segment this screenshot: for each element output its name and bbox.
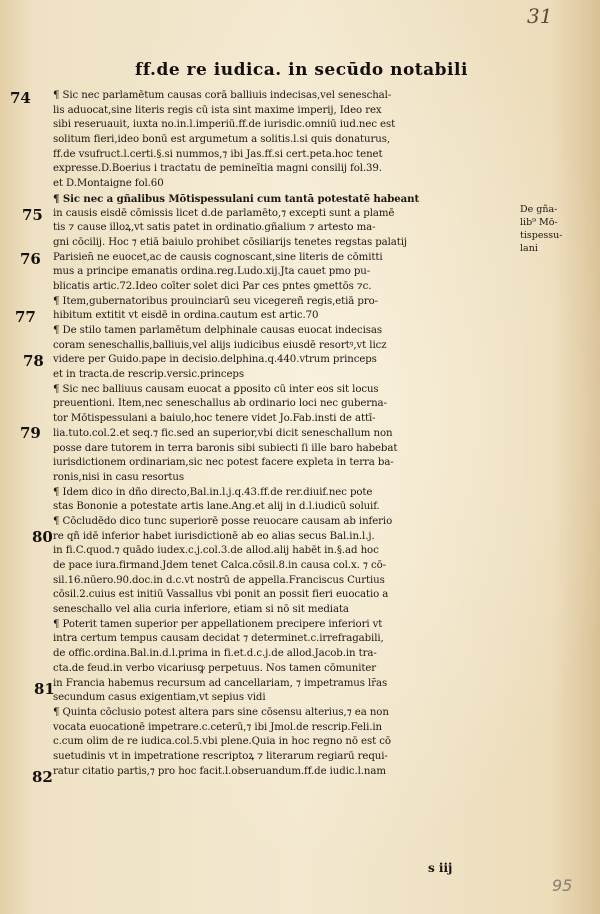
text-line: vocata euocationē impetrare.c.ceterū,⁊ ibi Jmol.de rescrip.Feli.in xyxy=(53,721,382,733)
text-line: re qñ idē inferior habet iurisdictionē ab eo alias secus Bal.in.l.j. xyxy=(53,530,375,542)
section-number: 78 xyxy=(23,352,44,370)
section-number: 81 xyxy=(34,680,55,698)
text-line: et in tracta.de rescrip.versic.princeps xyxy=(53,369,244,381)
signature-mark: s iij xyxy=(428,861,453,875)
text-line: gni cōcilij. Hoc ⁊ etiā baiulo prohibet cōsiliarijs tenetes regstas palatij xyxy=(53,236,407,248)
section-number: 79 xyxy=(20,424,41,442)
text-line: ¶ Sic nec parlamētum causas corā balliuis indecisas,vel seneschal- xyxy=(53,90,392,101)
text-line xyxy=(53,779,519,794)
folio-number: 31 xyxy=(527,4,553,28)
text-line: in fi.C.quod.⁊ quādo iudex.c.j.col.3.de allod.alij habēt in.§.ad hoc xyxy=(53,545,379,557)
section-number: 74 xyxy=(10,89,31,107)
running-head: ff.de re iudica. in secūdo notabili xyxy=(135,60,468,80)
marginal-note-line: lani xyxy=(520,243,538,254)
text-line: suetudinis vt in impetratione rescriptoꝝ ⁊ literarum regiarū requi- xyxy=(53,750,388,762)
text-line: Parisien̄ ne euocet,ac de causis cognoscant,sine literis de cōmitti xyxy=(53,251,383,263)
text-line: ff.de vsufruct.l.certi.§.si nummos,⁊ ibi Jas.ff.si cert.peta.hoc tenet xyxy=(53,148,383,160)
pencil-annotation: 95 xyxy=(552,876,573,895)
text-line: cta.de feud.in verbo vicariusꝙ perpetuus. Nos tamen cōmuniter xyxy=(53,662,377,674)
text-line: sibi reseruauit, iuxta no.in.l.imperiū.ff.de iurisdic.omniū iud.nec est xyxy=(53,119,396,131)
text-line: et D.Montaigne fol.60 xyxy=(53,178,164,190)
section-number: 80 xyxy=(32,528,53,546)
text-line: in Francia habemus recursum ad cancellariam, ⁊ impetramus lr̄as xyxy=(53,677,388,689)
text-line: sil.16.nūero.90.doc.in d.c.vt nostrū de appella.Franciscus Curtius xyxy=(53,574,385,586)
text-line: ratur citatio partis,⁊ pro hoc facit.l.obseruandum.ff.de iudic.l.nam xyxy=(53,765,386,777)
text-line: de offic.ordina.Bal.in.d.l.prima in fi.et.d.c.j.de allod.Jacob.in tra- xyxy=(53,648,377,660)
text-line: cōsil.2.cuius est initiū Vassallus vbi ponit an possit fieri euocatio a xyxy=(53,589,389,601)
text-line: preuentioni. Item,nec seneschallus ab ordinario loci nec guberna- xyxy=(53,398,387,410)
text-line: posse dare tutorem in terra baronis sibi subiecti ſi ille baro habebat xyxy=(53,442,398,454)
text-line: intra certum tempus causam decidat ⁊ determinet.c.irrefragabili, xyxy=(53,633,384,645)
text-line: blicatis artic.72.Ideo coīter solet dici Par ces pntes ꝯmettōs ⁊c. xyxy=(53,280,372,292)
section-number: 77 xyxy=(15,308,36,326)
text-line: ¶ Sic nec a gñalibus Mōtispessulani cum tantā potestatē habeant xyxy=(53,192,420,205)
text-line: in causis eisdē cōmissis licet d.de parlamēto,⁊ excepti sunt a plamē xyxy=(53,207,395,219)
text-line: ¶ Sic nec balliuus causam euocat a ꝑposito cū inter eos sit locus xyxy=(53,383,379,395)
text-line: de pace iura.firmand.Jdem tenet Calca.cōsil.8.in causa col.x. ⁊ cō- xyxy=(53,560,386,571)
text-line: ¶ Cōcludēdo dico tunc superiorē posse reuocare causam ab inferio xyxy=(53,515,393,527)
text-line: lis aduocat,sine literis regis cū ista sint maxime imperij, Ideo rex xyxy=(53,104,382,116)
text-line: ¶ Item,gubernatoribus prouinciarū seu vicegereñ regis,etiā pro- xyxy=(53,295,378,307)
text-line: ¶ De stilo tamen parlamētum delphinale causas euocat indecisas xyxy=(53,325,382,336)
marginal-note xyxy=(520,203,596,255)
text-line: expresse.D.Boerius i tractatu de pemineītia magni consilij fol.39. xyxy=(53,163,382,175)
section-number: 76 xyxy=(20,250,41,268)
text-line: tor Mōtispessulani a baiulo,hoc tenere videt Jo.Fab.insti de attī- xyxy=(53,413,376,425)
marginal-note-line: De gña- xyxy=(520,204,558,215)
text-line: tis ⁊ cause illoꝝ,vt satis patet in ordinatio.gñalium ⁊ artesto ma- xyxy=(53,222,376,234)
text-line: seneschallo vel alia curia inferiore, etiam si nō sit mediata xyxy=(53,604,349,616)
text-line: c.cum olim de re iudica.col.5.vbi plene.Quia in hoc regno nō est cō xyxy=(53,736,391,748)
text-line: coram seneschallis,balliuis,vel alijs iudicibus eiusdē resortꝰ,vt licz xyxy=(53,339,387,351)
text-line: secundum casus exigentiam,vt sepius vidi xyxy=(53,692,266,704)
text-line: iurisdictionem ordinariam,sic nec potest facere expleta in terra ba- xyxy=(53,457,394,469)
main-text-column xyxy=(53,89,519,794)
text-line: hibitum extitit vt eisdē in ordina.cautum est artic.70 xyxy=(53,310,319,322)
section-number: 75 xyxy=(22,206,43,224)
marginal-note-line: lib⁹ Mō- xyxy=(520,217,558,228)
text-line: ¶ Quinta cōclusio potest altera pars sine cōsensu alterius,⁊ ea non xyxy=(53,706,389,718)
section-number: 82 xyxy=(32,768,53,786)
text-line: ¶ Idem dico in dño directo,Bal.in.l.j.q.43.ff.de rer.diuif.nec pote xyxy=(53,486,373,498)
text-line: ronis,nisi in casu resortus xyxy=(53,471,185,483)
text-line: mus a principe emanatis ordina.reg.Ludo.xij.Jta cauet pmo pu- xyxy=(53,266,371,278)
text-line: ¶ Poterit tamen superior per appellationem precipere inferiori vt xyxy=(53,618,383,630)
text-line: stas Bononie a potestate artis lane.Ang.et alij in d.l.iudicū soluif. xyxy=(53,501,380,513)
text-line: lia.tuto.col.2.et seq.⁊ fic.sed an superior,vbi dicit seneschallum non xyxy=(53,427,393,439)
text-line: videre per Guido.pape in decisio.delphina.q.440.vtrum princeps xyxy=(53,354,377,366)
marginal-note-line: tispessu- xyxy=(520,230,563,241)
text-line: solitum fieri,ideo bonū est argumetum a solitis.l.si quis donaturus, xyxy=(53,134,390,146)
